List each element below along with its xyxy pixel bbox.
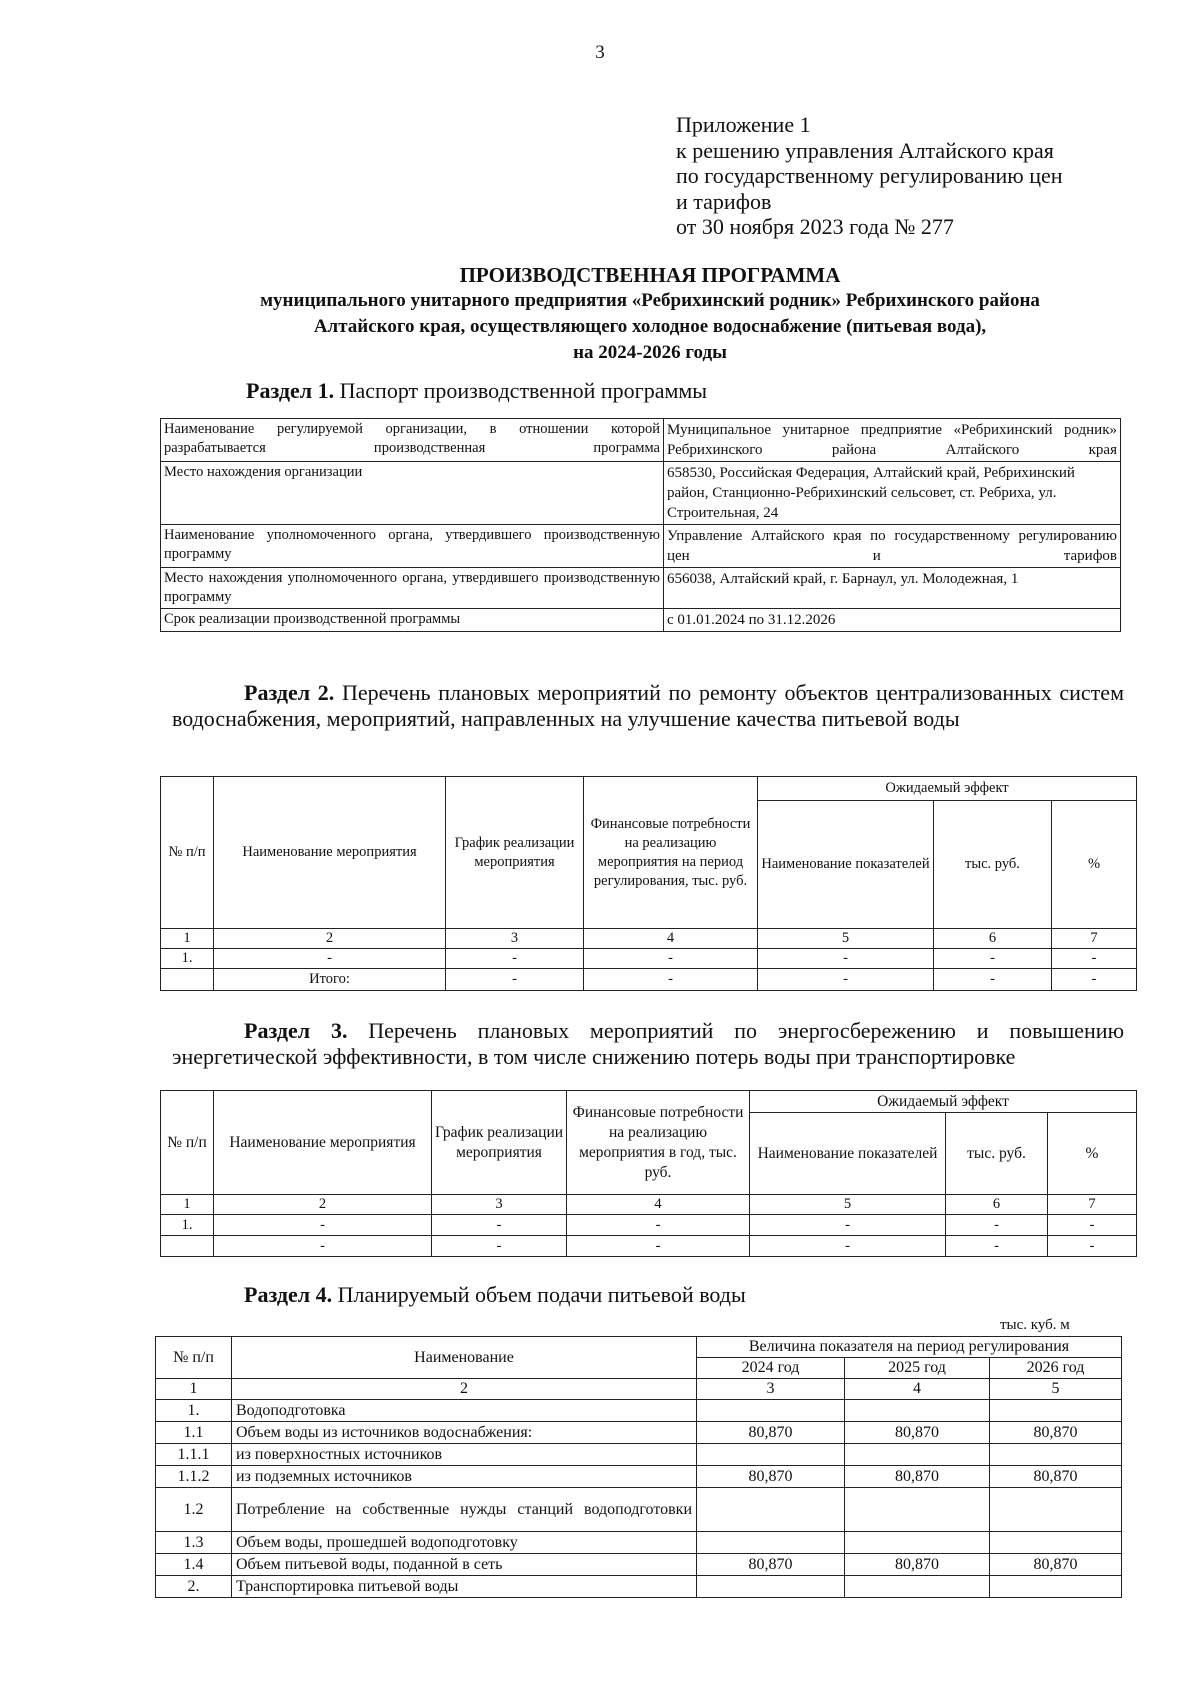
table-row [156, 1532, 1122, 1554]
cell: - [446, 969, 584, 991]
header-year: 2026 год [990, 1358, 1122, 1379]
column-numbers-row [161, 929, 1137, 949]
cell: 1. [161, 949, 214, 969]
header-num: № п/п [161, 1091, 214, 1195]
table-row [161, 525, 1121, 568]
row-num: 1.2 [156, 1488, 232, 1532]
col-number: 5 [990, 1379, 1122, 1400]
row-num: 1.1 [156, 1422, 232, 1444]
col-number: 2 [232, 1379, 697, 1400]
col-number: 4 [584, 929, 758, 949]
header-name: Наименование мероприятия [214, 1091, 432, 1195]
passport-value-cell: Управление Алтайского края по государственному регулированию цен и тарифов [664, 525, 1121, 568]
header-name: Наименование [232, 1337, 697, 1379]
water-volume-table [155, 1336, 1122, 1598]
passport-name-cell: Место нахождения уполномоченного органа, утвердившего производственную программу [161, 568, 664, 609]
table-row [156, 1554, 1122, 1576]
header-percent: % [1048, 1113, 1137, 1195]
row-name: Водоподготовка [232, 1400, 697, 1422]
cell: - [584, 949, 758, 969]
col-number: 6 [934, 929, 1052, 949]
repair-measures-table [160, 776, 1137, 991]
appendix-line: к решению управления Алтайского края [676, 137, 1054, 163]
cell: - [946, 1215, 1048, 1236]
passport-value-cell: 658530, Российская Федерация, Алтайский край, Ребрихинский район, Станционно-Ребрихинский сельсовет, ст. Ребриха, ул. Строительная, 24 [664, 462, 1121, 525]
col-number: 4 [567, 1195, 750, 1215]
table-row [156, 1444, 1122, 1466]
row-value [990, 1576, 1122, 1598]
header-period: Величина показателя на период регулирования [697, 1337, 1122, 1358]
col-number: 5 [750, 1195, 946, 1215]
row-value: 80,870 [697, 1466, 845, 1488]
row-value [697, 1532, 845, 1554]
section-title: Планируемый объем подачи питьевой воды [337, 1282, 746, 1307]
header-effect: Ожидаемый эффект [758, 777, 1137, 801]
row-name: из подземных источников [232, 1466, 697, 1488]
row-value: 80,870 [990, 1554, 1122, 1576]
header-year: 2025 год [845, 1358, 990, 1379]
header-indicators: Наименование показателей [750, 1113, 946, 1195]
row-value: 80,870 [697, 1554, 845, 1576]
col-number: 7 [1052, 929, 1137, 949]
unit-label: тыс. куб. м [1000, 1317, 1070, 1333]
title-line: на 2024-2026 годы [573, 342, 727, 363]
section4-heading [244, 1282, 746, 1308]
appendix-line: Приложение 1 [676, 112, 811, 137]
row-num: 1.1.1 [156, 1444, 232, 1466]
cell: - [567, 1215, 750, 1236]
header-thousand-rub: тыс. руб. [946, 1113, 1048, 1195]
row-value [845, 1532, 990, 1554]
document-title [150, 262, 1150, 366]
row-name: Потребление на собственные нужды станций водоподготовки [232, 1488, 697, 1532]
section2-heading [172, 680, 1124, 732]
table-row [161, 969, 1137, 991]
cell: - [214, 1215, 432, 1236]
appendix-line: от 30 ноября 2023 года № 277 [676, 214, 954, 239]
table-header-row [156, 1337, 1122, 1358]
table-row [161, 568, 1121, 609]
row-value [697, 1400, 845, 1422]
row-name: Объем воды, прошедшей водоподготовку [232, 1532, 697, 1554]
row-name: Транспортировка питьевой воды [232, 1576, 697, 1598]
row-num: 1.3 [156, 1532, 232, 1554]
appendix-line: и тарифов [676, 188, 772, 214]
cell: - [432, 1215, 567, 1236]
table-row [161, 1215, 1137, 1236]
appendix-line: по государственному регулированию цен [676, 163, 1063, 188]
energy-measures-table [160, 1090, 1137, 1257]
table-row [156, 1576, 1122, 1598]
title-heading: ПРОИЗВОДСТВЕННАЯ ПРОГРАММА [459, 263, 841, 287]
table-row [156, 1466, 1122, 1488]
row-value [845, 1400, 990, 1422]
passport-value-cell: 656038, Алтайский край, г. Барнаул, ул. Молодежная, 1 [664, 568, 1121, 609]
header-thousand-rub: тыс. руб. [934, 801, 1052, 929]
cell: - [432, 1236, 567, 1257]
row-name: из поверхностных источников [232, 1444, 697, 1466]
col-number: 1 [156, 1379, 232, 1400]
column-numbers-row [156, 1379, 1122, 1400]
cell: Итого: [214, 969, 446, 991]
row-value [990, 1488, 1122, 1532]
row-num: 1. [156, 1400, 232, 1422]
cell: - [750, 1236, 946, 1257]
col-number: 4 [845, 1379, 990, 1400]
section1-heading [246, 378, 707, 404]
row-value: 80,870 [990, 1466, 1122, 1488]
header-finance: Финансовые потребности на реализацию мероприятия в год, тыс. руб. [567, 1091, 750, 1195]
row-name: Объем воды из источников водоснабжения: [232, 1422, 697, 1444]
cell: - [758, 969, 934, 991]
cell: - [584, 969, 758, 991]
row-value: 80,870 [845, 1554, 990, 1576]
section-title: Паспорт производственной программы [339, 378, 708, 403]
table-row [161, 949, 1137, 969]
header-effect: Ожидаемый эффект [750, 1091, 1137, 1113]
passport-name-cell: Место нахождения организации [161, 462, 664, 525]
col-number: 1 [161, 929, 214, 949]
row-value [697, 1576, 845, 1598]
cell: - [1048, 1215, 1137, 1236]
appendix-block [676, 112, 1146, 240]
passport-name-cell: Срок реализации производственной программы [161, 609, 664, 632]
cell: - [1052, 949, 1137, 969]
cell: - [946, 1236, 1048, 1257]
header-name: Наименование мероприятия [214, 777, 446, 929]
row-value [990, 1532, 1122, 1554]
cell: - [758, 949, 934, 969]
col-number: 5 [758, 929, 934, 949]
col-number: 2 [214, 1195, 432, 1215]
col-number: 7 [1048, 1195, 1137, 1215]
passport-value-cell: Муниципальное унитарное предприятие «Ребрихинский родник» Ребрихинского района Алтайского края [664, 419, 1121, 462]
section-title: Перечень плановых мероприятий по энергосбережению и повышению энергетической эффективности, в том числе снижению потерь воды при транспортировке [172, 1018, 1125, 1069]
cell [161, 1236, 214, 1257]
cell: - [1048, 1236, 1137, 1257]
col-number: 6 [946, 1195, 1048, 1215]
col-number: 3 [697, 1379, 845, 1400]
header-num: № п/п [161, 777, 214, 929]
cell: - [1052, 969, 1137, 991]
row-value: 80,870 [697, 1422, 845, 1444]
table-row [161, 462, 1121, 525]
cell: - [750, 1215, 946, 1236]
passport-name-cell: Наименование регулируемой организации, в отношении которой разрабатывается производственная программа [161, 419, 664, 462]
title-line: муниципального унитарного предприятия «Ребрихинский родник» Ребрихинского района [260, 290, 1040, 311]
table-row [161, 419, 1121, 462]
cell: - [446, 949, 584, 969]
row-value [845, 1488, 990, 1532]
cell: 1. [161, 1215, 214, 1236]
row-value [697, 1444, 845, 1466]
col-number: 3 [446, 929, 584, 949]
row-value [845, 1444, 990, 1466]
header-indicators: Наименование показателей [758, 801, 934, 929]
section-label: Раздел 4. [244, 1282, 333, 1307]
col-number: 2 [214, 929, 446, 949]
section-title: Перечень плановых мероприятий по ремонту объектов централизованных систем водоснабжения, мероприятий, направленных на улучшение качества питьевой воды [172, 680, 1124, 731]
row-name: Объем питьевой воды, поданной в сеть [232, 1554, 697, 1576]
cell: - [934, 949, 1052, 969]
passport-table [160, 418, 1121, 632]
row-num: 1.1.2 [156, 1466, 232, 1488]
section-label: Раздел 1. [246, 378, 335, 403]
cell: - [567, 1236, 750, 1257]
row-value: 80,870 [990, 1422, 1122, 1444]
col-number: 1 [161, 1195, 214, 1215]
row-num: 2. [156, 1576, 232, 1598]
header-finance: Финансовые потребности на реализацию мероприятия на период регулирования, тыс. руб. [584, 777, 758, 929]
table-row [156, 1400, 1122, 1422]
cell [161, 969, 214, 991]
row-num: 1.4 [156, 1554, 232, 1576]
column-numbers-row [161, 1195, 1137, 1215]
col-number: 3 [432, 1195, 567, 1215]
table-header-row [161, 1091, 1137, 1113]
header-percent: % [1052, 801, 1137, 929]
header-year: 2024 год [697, 1358, 845, 1379]
row-value [990, 1444, 1122, 1466]
header-schedule: График реализации мероприятия [446, 777, 584, 929]
row-value: 80,870 [845, 1422, 990, 1444]
table-header-row [161, 777, 1137, 801]
table-row [156, 1488, 1122, 1532]
cell: - [214, 1236, 432, 1257]
header-num: № п/п [156, 1337, 232, 1379]
row-value: 80,870 [845, 1466, 990, 1488]
title-line: Алтайского края, осуществляющего холодное водоснабжение (питьевая вода), [313, 316, 987, 337]
table-row [156, 1422, 1122, 1444]
table-row [161, 1236, 1137, 1257]
row-value [845, 1576, 990, 1598]
section-label: Раздел 2. [244, 680, 335, 705]
cell: - [214, 949, 446, 969]
row-value [697, 1488, 845, 1532]
row-value [990, 1400, 1122, 1422]
passport-value-cell: с 01.01.2024 по 31.12.2026 [664, 609, 1121, 632]
passport-name-cell: Наименование уполномоченного органа, утвердившего производственную программу [161, 525, 664, 568]
table-row [161, 609, 1121, 632]
page-number: 3 [595, 42, 605, 63]
section3-heading [172, 1018, 1124, 1070]
section-label: Раздел 3. [244, 1018, 348, 1043]
cell: - [934, 969, 1052, 991]
header-schedule: График реализации мероприятия [432, 1091, 567, 1195]
